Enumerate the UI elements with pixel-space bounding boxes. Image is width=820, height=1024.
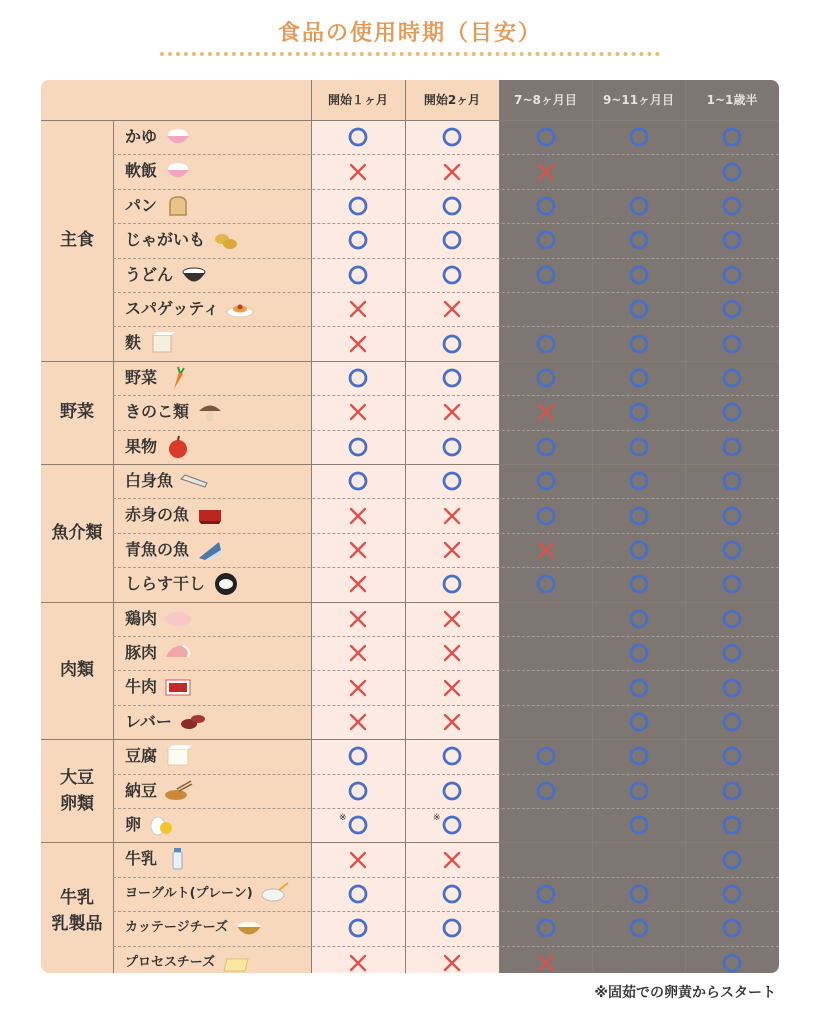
row-separator (113, 189, 779, 190)
cross-mark (440, 160, 464, 184)
circle-mark (627, 916, 651, 940)
triangle-mark (627, 951, 651, 973)
circle-mark (720, 572, 744, 596)
circle-mark (534, 779, 558, 803)
triangle-mark (627, 848, 651, 872)
cross-mark (534, 400, 558, 424)
circle-mark (627, 125, 651, 149)
circle-mark (346, 263, 370, 287)
cross-mark (534, 951, 558, 973)
group-label-line: 野菜 (60, 402, 94, 423)
circle-mark (627, 332, 651, 356)
column-divider (685, 80, 686, 973)
circle-mark (720, 538, 744, 562)
food-name: カッテージチーズ (125, 920, 228, 936)
food-name: 青魚の魚 (125, 539, 190, 559)
circle-mark (440, 194, 464, 218)
circle-mark (440, 744, 464, 768)
food-name: じゃがいも (125, 230, 206, 250)
spaghetti-plate-icon (225, 297, 255, 325)
circle-mark (720, 882, 744, 906)
circle-mark (720, 951, 744, 973)
circle-mark (346, 125, 370, 149)
usage-table (41, 80, 779, 973)
circle-mark (534, 263, 558, 287)
rice-bowl-icon (163, 159, 193, 187)
circle-mark (346, 779, 370, 803)
circle-mark (440, 572, 464, 596)
cross-mark (346, 504, 370, 528)
circle-mark (720, 641, 744, 665)
circle-mark (440, 228, 464, 252)
circle-mark (720, 194, 744, 218)
food-name: うどん (125, 264, 174, 284)
column-divider (499, 80, 500, 973)
circle-mark (627, 469, 651, 493)
tofu-icon (163, 744, 193, 772)
egg-icon (147, 813, 177, 841)
footnote: ※固茹での卵黄からスタート (594, 985, 776, 1001)
row-separator (113, 636, 779, 637)
column-header: 7~8ヶ月目 (514, 93, 577, 107)
group-label (41, 765, 113, 817)
column-header: 9~11ヶ月目 (602, 93, 675, 107)
food-name: 鶏肉 (125, 608, 158, 628)
triangle-mark (534, 813, 558, 837)
circle-mark (627, 744, 651, 768)
food-name: 納豆 (125, 780, 158, 800)
circle-mark (534, 744, 558, 768)
circle-mark (346, 813, 370, 837)
circle-mark (534, 435, 558, 459)
circle-mark (627, 400, 651, 424)
cross-mark (346, 676, 370, 700)
title-underline (160, 52, 660, 56)
circle-mark (534, 916, 558, 940)
food-name: 白身魚 (125, 471, 174, 490)
red-fish-icon (195, 503, 225, 531)
fu-icon (147, 331, 177, 359)
triangle-mark (534, 641, 558, 665)
food-name: 豚肉 (125, 643, 158, 662)
cottage-cheese-icon (234, 916, 264, 944)
column-divider (592, 80, 593, 973)
food-name: きのこ類 (125, 402, 190, 422)
group-label (41, 657, 113, 683)
group-label-line: 魚介類 (51, 522, 103, 543)
group-label-line: 卵類 (60, 793, 94, 814)
group-label-line: 主食 (60, 230, 94, 251)
row-separator (113, 533, 779, 534)
circle-mark (534, 366, 558, 390)
circle-mark (627, 228, 651, 252)
triangle-mark (534, 676, 558, 700)
circle-mark (627, 607, 651, 631)
circle-mark (720, 710, 744, 734)
group-label-divider (113, 120, 114, 973)
row-separator (113, 223, 779, 224)
row-separator (113, 326, 779, 327)
row-separator (113, 498, 779, 499)
circle-mark (627, 572, 651, 596)
circle-mark (534, 882, 558, 906)
circle-mark (720, 228, 744, 252)
cross-mark (346, 297, 370, 321)
cross-mark (440, 297, 464, 321)
circle-mark (720, 779, 744, 803)
triangle-mark (627, 160, 651, 184)
apple-icon (163, 435, 193, 463)
circle-mark (346, 744, 370, 768)
circle-mark (346, 366, 370, 390)
group-label (41, 399, 113, 425)
triangle-mark (534, 710, 558, 734)
circle-mark (346, 228, 370, 252)
food-name: レバー (125, 711, 172, 731)
circle-mark (720, 400, 744, 424)
note-asterisk: ※ (433, 813, 441, 823)
row-separator (113, 154, 779, 155)
food-name: 軟飯 (125, 161, 158, 181)
food-name: パン (125, 195, 158, 215)
cross-mark (346, 607, 370, 631)
white-fish-icon (179, 469, 209, 497)
milk-bottle-icon (163, 847, 193, 875)
rice-bowl-icon (163, 125, 193, 153)
page-title: 食品の使用時期（目安） (277, 21, 542, 46)
row-separator (113, 774, 779, 775)
mushroom-icon (195, 400, 225, 428)
cross-mark (440, 676, 464, 700)
circle-mark (346, 882, 370, 906)
cross-mark (534, 538, 558, 562)
circle-mark (720, 504, 744, 528)
circle-mark (627, 194, 651, 218)
circle-mark (440, 125, 464, 149)
circle-mark (627, 263, 651, 287)
cross-mark (346, 710, 370, 734)
group-label (41, 227, 113, 253)
circle-mark (720, 848, 744, 872)
cross-mark (440, 504, 464, 528)
circle-mark (627, 435, 651, 459)
cross-mark (346, 641, 370, 665)
circle-mark (534, 125, 558, 149)
cross-mark (346, 848, 370, 872)
circle-mark (440, 469, 464, 493)
circle-mark (720, 435, 744, 459)
row-separator (113, 808, 779, 809)
potato-icon (211, 228, 241, 256)
group-label-line: 肉類 (60, 660, 94, 681)
food-name: 牛乳 (125, 849, 158, 869)
cheese-icon (221, 951, 251, 973)
cross-mark (346, 400, 370, 424)
triangle-mark (534, 607, 558, 631)
cross-mark (440, 641, 464, 665)
food-name: 牛肉 (125, 677, 158, 697)
shirasu-plate-icon (211, 572, 241, 600)
food-name: 卵 (125, 815, 142, 834)
triangle-mark (534, 297, 558, 321)
circle-mark (627, 504, 651, 528)
circle-mark (627, 538, 651, 562)
group-label-line: 大豆 (60, 767, 94, 788)
yogurt-icon (259, 882, 289, 910)
circle-mark (346, 435, 370, 459)
circle-mark (627, 779, 651, 803)
circle-mark (627, 676, 651, 700)
circle-mark (440, 366, 464, 390)
circle-mark (440, 779, 464, 803)
cross-mark (440, 951, 464, 973)
circle-mark (440, 435, 464, 459)
pork-meat-icon (163, 641, 193, 669)
circle-mark (440, 813, 464, 837)
cross-mark (440, 848, 464, 872)
food-name: ヨーグルト(プレーン) (125, 885, 253, 901)
cross-mark (440, 400, 464, 424)
food-name: しらす干し (125, 574, 206, 594)
circle-mark (534, 332, 558, 356)
circle-mark (720, 125, 744, 149)
row-separator (113, 258, 779, 259)
row-separator (113, 430, 779, 431)
circle-mark (534, 572, 558, 596)
circle-mark (627, 366, 651, 390)
circle-mark (627, 641, 651, 665)
udon-bowl-icon (179, 263, 209, 291)
circle-mark (534, 469, 558, 493)
column-header: 開始2ヶ月 (423, 93, 481, 107)
natto-icon (163, 779, 193, 807)
food-name: スパゲッティ (125, 299, 220, 318)
circle-mark (720, 744, 744, 768)
circle-mark (534, 194, 558, 218)
row-separator (113, 705, 779, 706)
food-name: 野菜 (125, 367, 158, 387)
column-header: 1~1歳半 (706, 93, 758, 107)
bread-icon (163, 194, 193, 222)
cross-mark (440, 538, 464, 562)
circle-mark (534, 228, 558, 252)
circle-mark (440, 263, 464, 287)
liver-icon (178, 710, 208, 738)
column-header: 開始１ヶ月 (327, 93, 388, 107)
cross-mark (346, 538, 370, 562)
note-asterisk: ※ (339, 813, 347, 823)
food-name: かゆ (125, 127, 158, 146)
group-label-line: 乳製品 (51, 914, 103, 935)
circle-mark (627, 710, 651, 734)
cross-mark (346, 951, 370, 973)
cross-mark (440, 607, 464, 631)
cross-mark (440, 710, 464, 734)
circle-mark (440, 882, 464, 906)
column-divider (405, 80, 406, 973)
food-name: 果物 (125, 436, 158, 456)
cross-mark (346, 160, 370, 184)
column-divider (311, 80, 312, 973)
circle-mark (720, 607, 744, 631)
circle-mark (346, 194, 370, 218)
circle-mark (720, 263, 744, 287)
circle-mark (720, 160, 744, 184)
food-name: 豆腐 (125, 746, 158, 766)
circle-mark (534, 504, 558, 528)
circle-mark (440, 332, 464, 356)
circle-mark (627, 813, 651, 837)
circle-mark (720, 366, 744, 390)
carrot-icon (163, 366, 193, 394)
circle-mark (720, 469, 744, 493)
circle-mark (627, 297, 651, 321)
group-label (41, 520, 113, 546)
food-name: プロセスチーズ (125, 954, 216, 970)
group-label (41, 885, 113, 937)
circle-mark (720, 916, 744, 940)
circle-mark (720, 332, 744, 356)
chicken-meat-icon (163, 607, 193, 635)
food-name: 麩 (125, 333, 142, 353)
circle-mark (440, 916, 464, 940)
triangle-mark (534, 848, 558, 872)
group-label-line: 牛乳 (60, 888, 94, 909)
row-separator (113, 670, 779, 671)
beef-meat-icon (163, 675, 193, 703)
circle-mark (346, 916, 370, 940)
circle-mark (627, 882, 651, 906)
food-name: 赤身の魚 (125, 505, 190, 525)
circle-mark (720, 813, 744, 837)
row-separator (113, 395, 779, 396)
circle-mark (720, 676, 744, 700)
row-separator (113, 567, 779, 568)
cross-mark (346, 572, 370, 596)
cross-mark (346, 332, 370, 356)
blue-fish-icon (195, 538, 225, 566)
cross-mark (534, 160, 558, 184)
circle-mark (346, 469, 370, 493)
circle-mark (720, 297, 744, 321)
